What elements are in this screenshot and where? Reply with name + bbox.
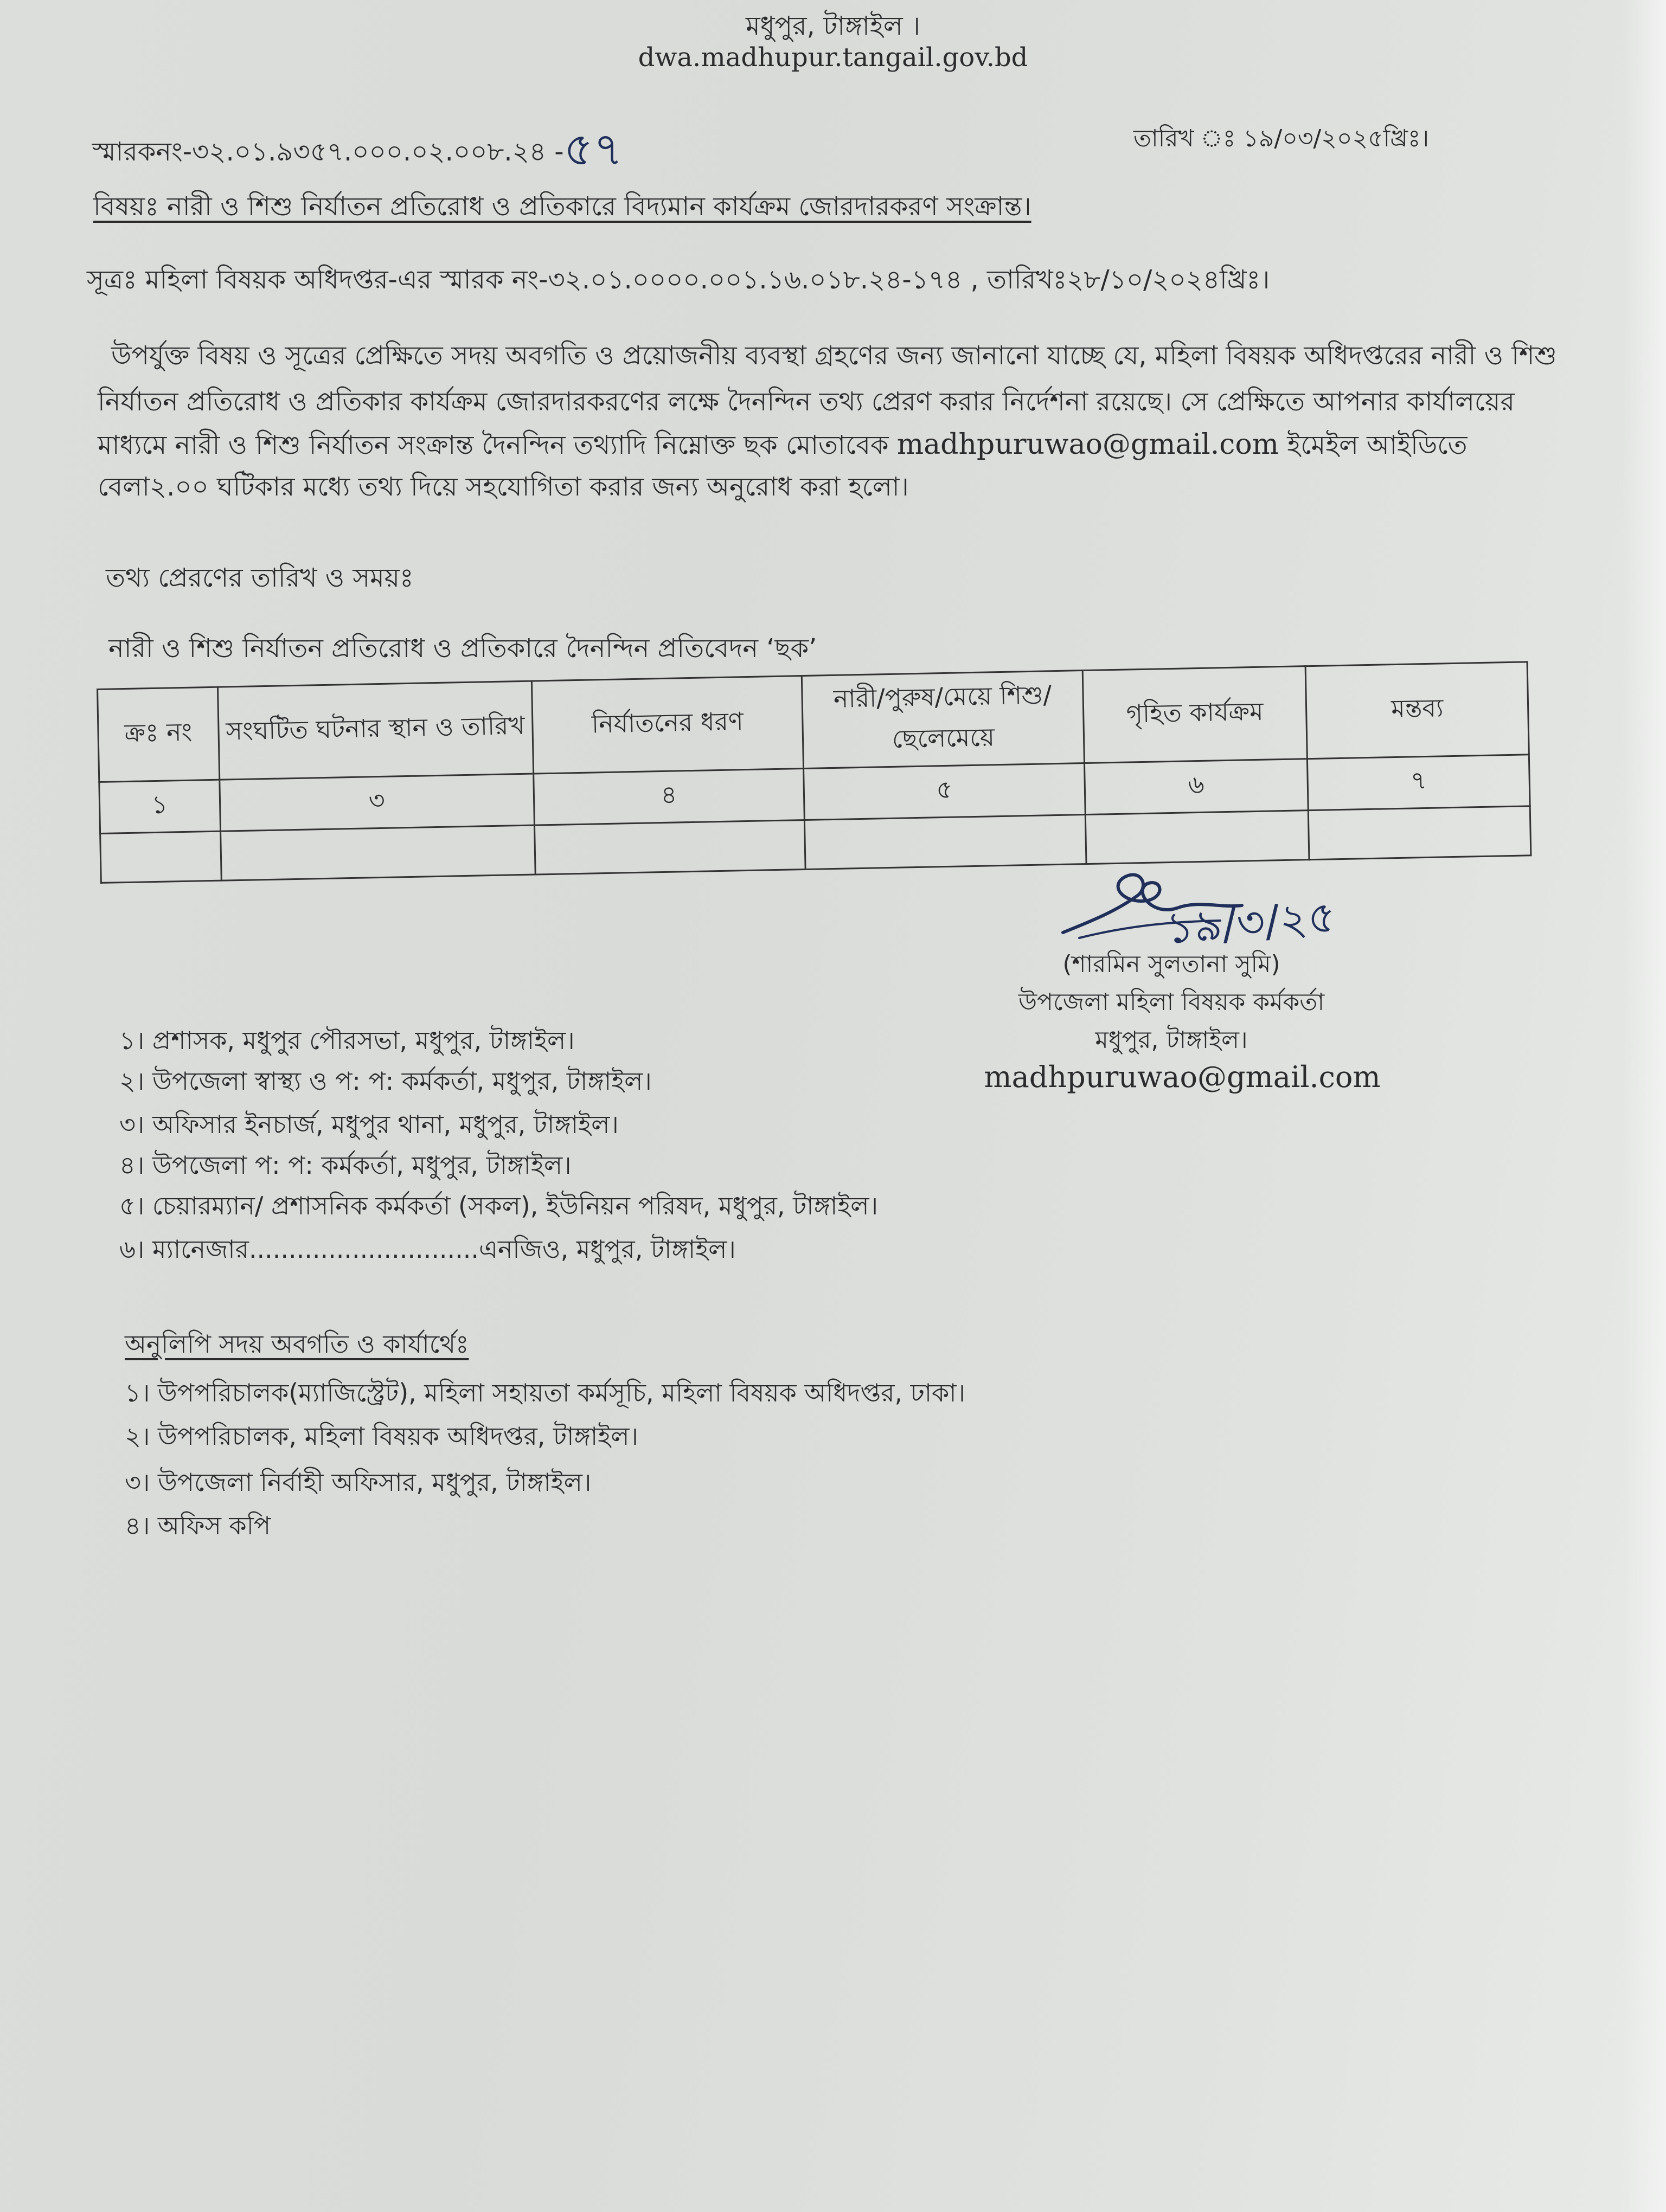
table-header-cell: গৃহিত কার্যক্রম [1082,666,1308,763]
table-cell [534,820,805,874]
table-header-cell: নির্যাতনের ধরণ [531,676,804,774]
copy-item: ৪। অফিস কপি [125,1511,271,1540]
body-line-4: বেলা২.০০ ঘটিকার মধ্যে তথ্য দিয়ে সহযোগিতা করার জন্য অনুরোধ করা হলো। [98,472,909,502]
table-cell [100,831,221,883]
table-cell [1309,806,1531,860]
table-cell: ৩ [219,774,534,831]
subject-line: বিষয়ঃ নারী ও শিশু নির্যাতন প্রতিরোধ ও প্রতিকারে বিদ্যমান কার্যক্রম জোরদারকরণ সংক্রান্ত। [93,191,1031,222]
body-line-3-end: ইমেইল আইডিতে [1287,430,1468,460]
table-header-cell: ক্রঃ নং [98,687,220,782]
signatory-email: madhpuruwao@gmail.com [984,1060,1381,1094]
copy-item: ১। উপপরিচালক(ম্যাজিস্ট্রেট), মহিলা সহায়তা কর্মসূচি, মহিলা বিষয়ক অধিদপ্তর, ঢাকা। [125,1378,966,1407]
signature-date: ১৯/৩/২৫ [1164,891,1338,954]
form-title: নারী ও শিশু নির্যাতন প্রতিরোধ ও প্রতিকারে দৈনন্দিন প্রতিবেদন ‘ছক’ [108,633,817,664]
memo-date: তারিখ ঃ ১৯/০৩/২০২৫খ্রিঃ। [1133,125,1430,152]
body-email: madhpuruwao@gmail.com [896,428,1279,461]
signatory-designation: উপজেলা মহিলা বিষয়ক কর্মকর্তা [1018,988,1325,1016]
office-website: dwa.madhupur.tangail.gov.bd [638,42,1028,73]
table-cell [1085,811,1309,864]
table-cell [220,825,535,880]
reference-line: সূত্রঃ মহিলা বিষয়ক অধিদপ্তর-এর স্মারক নং-৩২.০১.০০০০.০০১.১৬.০১৮.২৪-১৭৪ , তারিখঃ২৮/১০/২০২৪খ্রিঃ। [87,265,1270,295]
table-header-cell: নারী/পুরুষ/মেয়ে শিশু/ছেলেমেয়ে [802,671,1085,769]
copy-item: ৩। উপজেলা নির্বাহী অফিসার, মধুপুর, টাঙ্গাইল। [125,1468,592,1497]
table-cell: ৭ [1308,755,1530,811]
table-header-cell: সংঘটিত ঘটনার স্থান ও তারিখ [217,681,533,780]
body-line-2: নির্যাতন প্রতিরোধ ও প্রতিকার কার্যক্রম জোরদারকরণের লক্ষে দৈনন্দিন তথ্য প্রেরণ করার নির্দেশনা রয়েছে। সে প্রেক্ষিতে আপনার কার্যালয়ের [98,387,1515,417]
body-line-3-text: মাধ্যমে নারী ও শিশু নির্যাতন সংক্রান্ত দৈনন্দিন তথ্যাদি নিম্নোক্ত ছক মোতাবেক [98,430,889,460]
report-table [97,661,1532,884]
signatory-name: (শারমিন সুলতানা সুমি) [1062,950,1280,978]
table-cell: ১ [99,780,220,833]
copy-heading: অনুলিপি সদয় অবগতি ও কার্যার্থেঃ [125,1329,469,1359]
table-cell: ৫ [804,763,1085,820]
recipient-item: ২। উপজেলা স্বাস্থ্য ও প: প: কর্মকর্তা, মধুপুর, টাঙ্গাইল। [119,1066,652,1096]
info-date-label: তথ্য প্রেরণের তারিখ ও সময়ঃ [106,563,414,593]
signatory-location: মধুপুর, টাঙ্গাইল। [1095,1026,1248,1054]
recipient-item: ৪। উপজেলা প: প: কর্মকর্তা, মধুপুর, টাঙ্গাইল। [119,1150,572,1180]
body-line-1: উপর্যুক্ত বিষয় ও সূত্রের প্রেক্ষিতে সদয় অবগতি ও প্রয়োজনীয় ব্যবস্থা গ্রহণের জন্য জানানো যাচ্ছে যে, মহিলা বিষয়ক অধিদপ্তরের নারী ও শিশু [111,340,1557,371]
recipient-item: ১। প্রশাসক, মধুপুর পৌরসভা, মধুপুর, টাঙ্গাইল। [119,1026,575,1055]
table-cell: ৪ [533,768,804,825]
recipient-item: ৫। চেয়ারম্যান/ প্রশাসনিক কর্মকর্তা (সকল), ইউনিয়ন পরিষদ, মধুপুর, টাঙ্গাইল। [119,1191,879,1220]
table-cell [805,815,1086,870]
table-cell: ৬ [1084,759,1308,815]
table-header-cell: মন্তব্য [1305,662,1529,759]
memo-handwritten-number: ৫৭ [563,123,623,176]
memo-number [92,114,623,190]
recipient-item: ৬। ম্যানেজার.............................এনজিও, মধুপুর, টাঙ্গাইল। [119,1234,736,1264]
body-line-3 [98,426,1468,468]
copy-item: ২। উপপরিচালক, মহিলা বিষয়ক অধিদপ্তর, টাঙ্গাইল। [125,1422,638,1451]
office-location: মধুপুর, টাঙ্গাইল । [745,11,921,41]
memo-number-label: স্মারকনং-৩২.০১.৯৩৫৭.০০০.০২.০০৮.২৪ - [92,137,564,167]
recipient-item: ৩। অফিসার ইনচার্জ, মধুপুর থানা, মধুপুর, টাঙ্গাইল। [119,1110,619,1139]
paper-edge-highlight [1623,0,1666,2212]
